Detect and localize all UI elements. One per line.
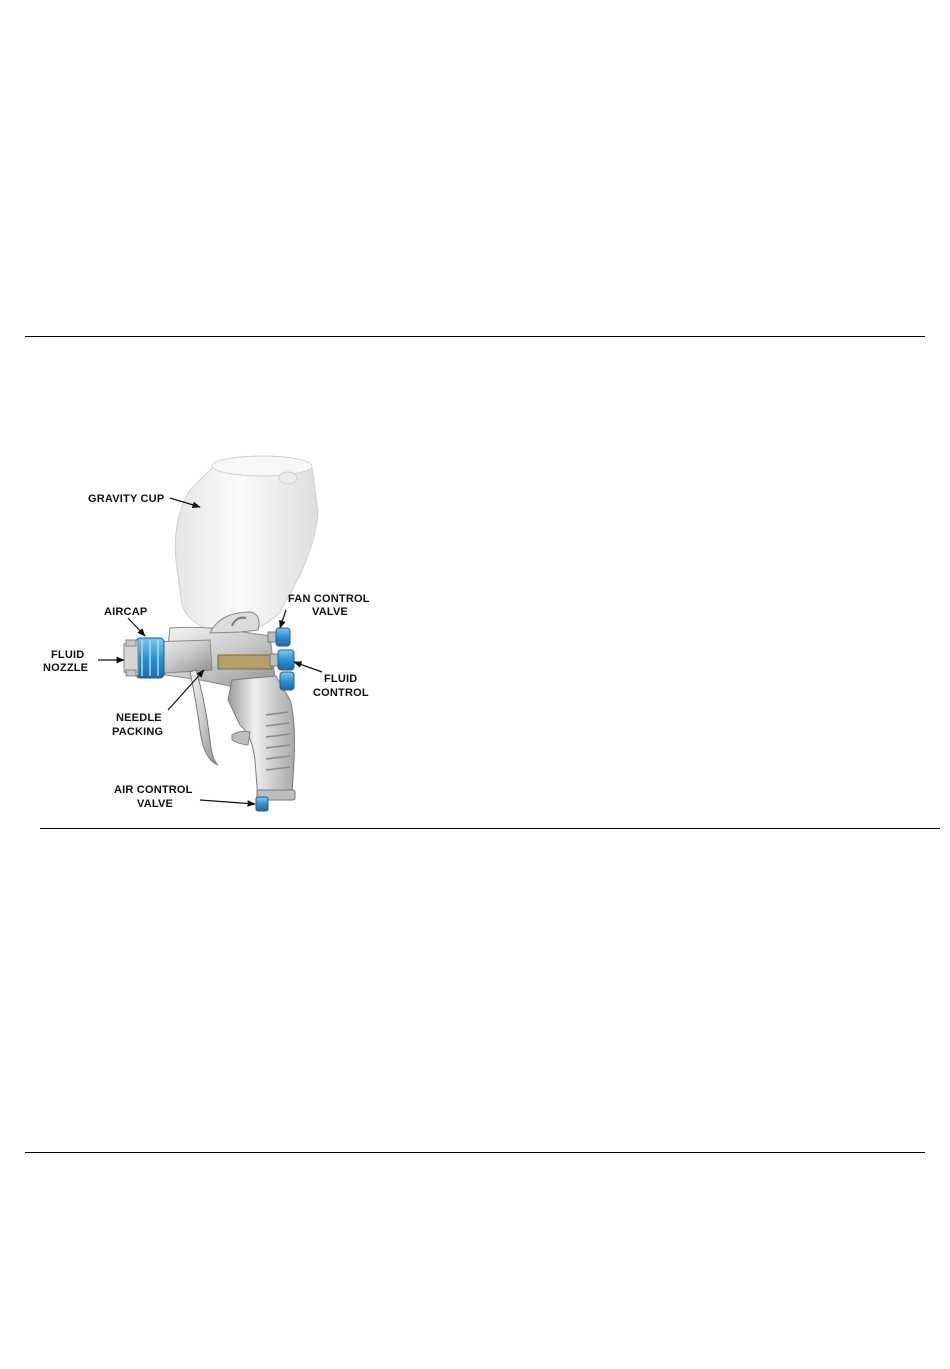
label-fluid-control-line2: CONTROL	[313, 687, 369, 699]
air-control-knob	[256, 797, 268, 811]
label-fan-control-line2: VALVE	[312, 606, 349, 618]
label-fluid-nozzle-line1: FLUID	[51, 649, 85, 661]
label-air-control-line2: VALVE	[137, 798, 174, 810]
label-needle-packing-line1: NEEDLE	[116, 712, 162, 724]
fluid-nozzle	[124, 640, 138, 676]
label-air-control-line1: AIR CONTROL	[114, 784, 193, 796]
label-aircap: AIRCAP	[104, 606, 148, 618]
label-fluid-nozzle-line2: NOZZLE	[43, 662, 89, 674]
label-gravity-cup: GRAVITY CUP	[88, 493, 165, 505]
aircap	[136, 638, 164, 678]
label-fan-control-line1: FAN CONTROL	[288, 593, 370, 605]
label-needle-packing-line2: PACKING	[112, 726, 164, 738]
label-fluid-control-line1: FLUID	[324, 673, 358, 685]
